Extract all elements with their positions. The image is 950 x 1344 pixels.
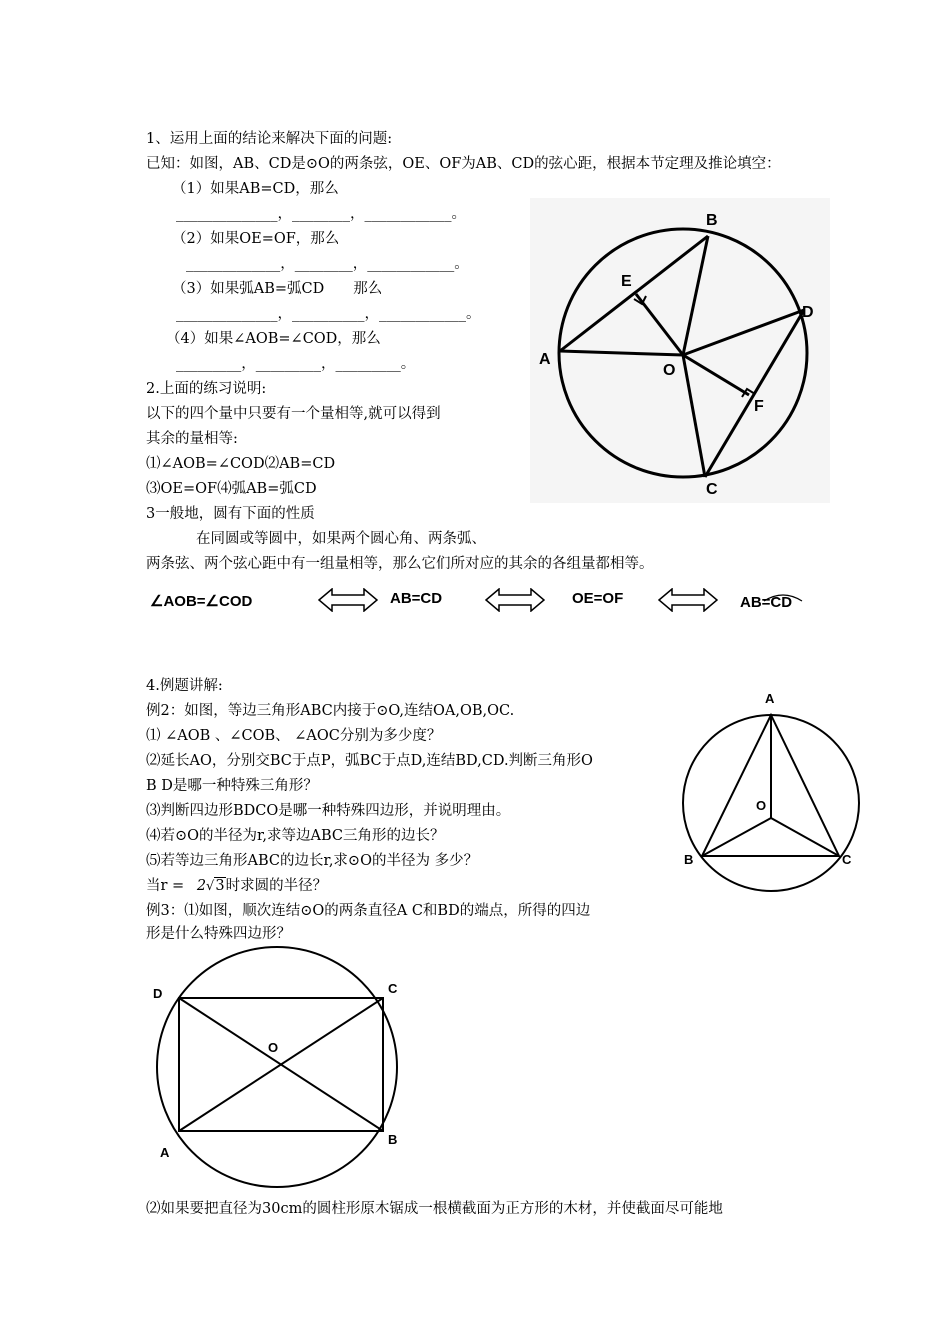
example2-q4: ⑷若⊙O的半径为r,求等边ABC三角形的边长？ — [146, 828, 445, 844]
section2-line4: ⑶OE=OF⑷弧AB=弧CD — [146, 481, 317, 497]
label-A: A — [160, 1145, 170, 1160]
double-arrow-icon — [485, 588, 545, 612]
double-arrow-icon — [658, 588, 718, 612]
section3-line2: 两条弦、两个弦心距中有一组量相等，那么它们所对应的其余的各组量都相等。 — [146, 556, 654, 572]
section3-line1: 在同圆或等圆中，如果两个圆心角、两条弧、 — [196, 531, 486, 547]
equiv-distance: OE=OF — [572, 590, 624, 607]
q6-suffix: 时求圆的半径？ — [225, 878, 328, 894]
example2-q5: ⑸若等边三角形ABC的边长r,求⊙O的半径为 多少？ — [146, 853, 479, 869]
label-B: B — [388, 1132, 398, 1147]
example2-q6 — [146, 877, 327, 896]
example3-q2: ⑵如果要把直径为30cm的圆柱形原木锯成一根横截面为正方形的木材，并使截面尽可能地 — [146, 1201, 723, 1217]
label-B: B — [684, 852, 694, 867]
label-A: A — [539, 351, 551, 368]
equiv-arc: AB=CD — [740, 594, 793, 611]
example2-q2a: ⑵延长AO，分别交BC于点P，弧BC于点D,连结BD,CD.判断三角形O — [146, 753, 593, 769]
label-C: C — [388, 981, 398, 996]
label-O: O — [663, 362, 676, 379]
question-2: （2）如果OE=OF，那么 — [172, 231, 340, 247]
example2-q1: ⑴ ∠AOB 、∠COB、 ∠AOC分别为多少度？ — [146, 728, 442, 744]
example3-stem-a: 例3：⑴如图，顺次连结⊙O的两条直径A C和BD的端点，所得的四边 — [146, 903, 591, 919]
section1-title: 1、运用上面的结论来解决下面的问题: — [146, 131, 393, 147]
section1-given: 已知：如图，AB、CD是⊙O的两条弦，OE、OF为AB、CD的弦心距，根据本节定理及推论填空： — [146, 156, 781, 172]
example2-stem: 例2：如图，等边三角形ABC内接于⊙O,连结OA,OB,OC. — [146, 703, 515, 719]
equiv-chord: AB=CD — [390, 590, 443, 607]
example2-q2b: B D是哪一种特殊三角形？ — [146, 778, 318, 794]
question-4: （4）如果∠AOB=∠COD，那么 — [166, 331, 381, 347]
section4-title: 4.例题讲解: — [146, 678, 223, 694]
sqrt-radicand: 3 — [215, 878, 225, 894]
example3-stem-b: 形是什么特殊四边形？ — [146, 926, 291, 942]
answer-blanks-2[interactable]: _____________，________，____________。 — [186, 256, 469, 272]
figure-inscribed-triangle — [676, 686, 866, 900]
figure-chord-diagram — [530, 198, 830, 503]
label-F: F — [754, 398, 764, 415]
example2-q3: ⑶判断四边形BDCO是哪一种特殊四边形，并说明理由。 — [146, 803, 511, 819]
section2-line3: ⑴∠AOB=∠COD⑵AB=CD — [146, 456, 336, 472]
figure-inscribed-rectangle — [146, 946, 446, 1196]
label-D: D — [153, 986, 163, 1001]
section2-line2: 其余的量相等: — [146, 431, 238, 447]
question-3: （3）如果弧AB=弧CD 那么 — [172, 281, 383, 297]
label-D: D — [802, 304, 814, 321]
sqrt-sign-icon: √ — [206, 879, 215, 894]
label-A: A — [765, 691, 775, 706]
label-O: O — [756, 798, 767, 813]
sqrt-coefficient: 2 — [196, 878, 207, 894]
section2-title: 2.上面的练习说明: — [146, 381, 267, 397]
section2-line1: 以下的四个量中只要有一个量相等,就可以得到 — [146, 406, 441, 422]
section3-title: 3一般地，圆有下面的性质 — [146, 506, 315, 522]
answer-blanks-3[interactable]: ______________，__________，____________。 — [176, 306, 481, 322]
answer-blanks-1[interactable]: ______________，________，____________。 — [176, 206, 466, 222]
question-1: （1）如果AB=CD，那么 — [172, 181, 339, 197]
q6-prefix: 当r = — [146, 878, 189, 894]
equiv-angle: ∠AOB=∠COD — [150, 593, 253, 610]
label-C: C — [706, 481, 718, 498]
label-C: C — [842, 852, 852, 867]
arc-mark-icon — [762, 591, 804, 603]
label-E: E — [621, 273, 632, 290]
label-O: O — [268, 1040, 279, 1055]
answer-blanks-4[interactable]: _________，_________，_________。 — [176, 356, 416, 372]
double-arrow-icon — [318, 588, 378, 612]
label-B: B — [706, 212, 718, 229]
